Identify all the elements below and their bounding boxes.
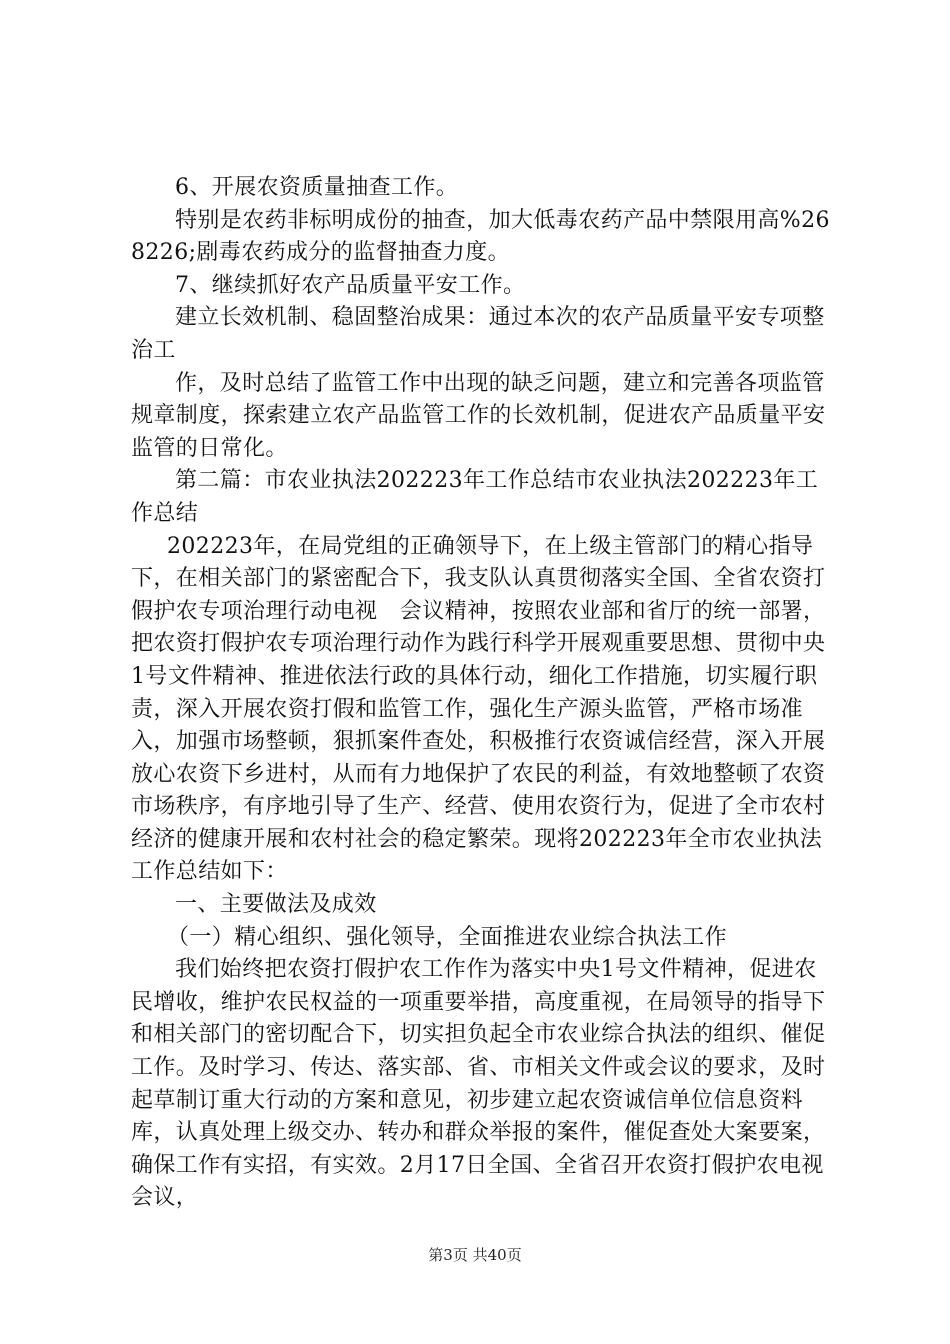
paragraph: 我们始终把农资打假护农工作作为落实中央1号文件精神，促进农民增收，维护农民权益的一项重要举措，高度重视，在局领导的指导下和相关部门的密切配合下，切实担负起全市农业综合执法的组织、催促工作。及时学习、传达、落实部、省、市相关文件或会议的要求，及时起草制订重大行动的方案和意见，初步建立起农资诚信单位信息资料库，认真处理上级交办、转办和群众举报的案件，催促查处大案要案，确保工作有实招，有实效。2月17日全国、全省召开农资打假护农电视 会议， <box>131 957 847 1211</box>
page-number: 第3页 共40页 <box>428 1246 522 1264</box>
paragraph: 作，及时总结了监管工作中出现的缺乏问题，建立和完善各项监管规章制度，探索建立农产品监管工作的长效机制，促进农产品质量平安监管的日常化。 <box>131 370 826 461</box>
paragraph: 7、继续抓好农产品质量平安工作。 <box>175 272 526 298</box>
section-heading: 第二篇：市农业执法202223年工作总结市农业执法202223年工作总结 <box>131 468 819 526</box>
section-heading: 一、主要做法及成效 <box>175 892 377 918</box>
paragraph: 特别是农药非标明成份的抽查，加大低毒农药产品中禁限用高%268226;剧毒农药成分的监督抽查力度。 <box>131 207 830 266</box>
subsection-heading: （一）精心组织、强化领导，全面推进农业综合执法工作 <box>167 924 728 950</box>
paragraph: 6、开展农资质量抽查工作。 <box>175 175 459 200</box>
paragraph: 202223年，在局党组的正确领导下，在上级主管部门的精心指导下，在相关部门的紧密配合下，我支队认真贯彻落实全国、全省农资打假护农专项治理行动电视 会议精神，按照农业部和省厅的统一部署，把农资打假护农专项治理行动作为践行科学开展观重要思想、贯彻中央1号文件精神、推进依法行政的具体行动，细化工作措施，切实履行职责，深入开展农资打假和监管工作，强化生产源头监管，严格市场准入，加强市场整顿，狠抓案件查处，积极推行农资诚信经营，深入开展放心农资下乡进村，从而有力地保护了农民的利益，有效地整顿了农资市场秩序，有序地引导了生产、经营、使用农资行为，促进了全市农村经济的健康开展和农村社会的稳定繁荣。现将202223年全市农业执法工作总结如下： <box>131 533 826 885</box>
paragraph: 建立长效机制、稳固整治成果：通过本次的农产品质量平安专项整治工 <box>131 305 825 363</box>
page-footer <box>0 1244 950 1265</box>
document-body <box>131 172 847 1215</box>
